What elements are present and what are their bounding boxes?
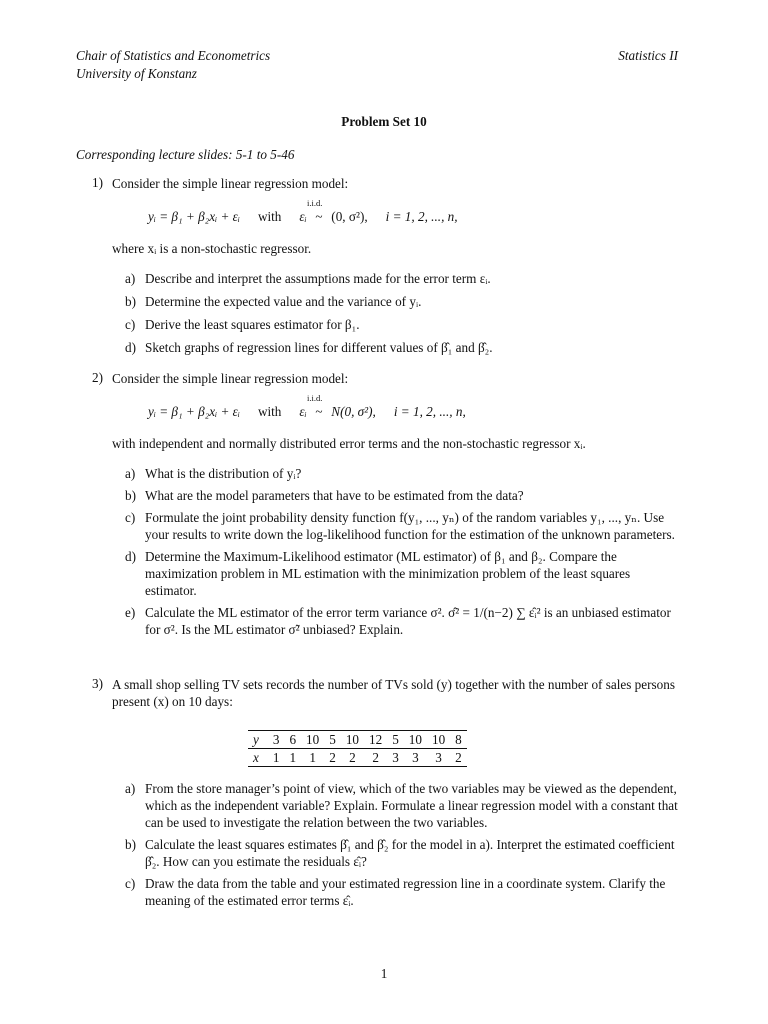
equation-model: yᵢ = β₁ + β₂xᵢ + εᵢ	[148, 404, 240, 419]
problem-number: 2)	[92, 370, 103, 385]
table-cell: 3	[387, 749, 404, 767]
list-item: b) What are the model parameters that have to be estimated from the data?	[125, 488, 524, 503]
table-cell: 10	[427, 731, 450, 749]
table-cell: 1	[284, 749, 301, 767]
list-item: c) Draw the data from the table and your estimated regression line in a coordinate system. Clarify the meaning of the estimated error terms ε̂ᵢ.	[125, 876, 666, 908]
list-item: b) Calculate the least squares estimates β̂₁ and β̂₂ for the model in a). Interpret the estimated coefficient β̂₂. How can you estimate the residuals ε̂ᵢ?	[125, 837, 675, 869]
equation-2	[148, 393, 466, 420]
equation-distribution: (0, σ²),	[331, 209, 368, 224]
header-chair: Chair of Statistics and Econometrics	[76, 48, 271, 63]
problem-1-items	[112, 270, 678, 356]
equation-with: with	[257, 209, 282, 224]
list-item: a) From the store manager’s point of view, which of the two variables may be viewed as the dependent, which as the independent variable? Explain. Formulate a linear regression model with a constant that can be used to investigate the relation between the two variables.	[125, 781, 678, 830]
table-cell: 1	[301, 749, 324, 767]
problem-intro: Consider the simple linear regression model:	[112, 176, 349, 191]
iid-symbol: i.i.d. ~	[307, 393, 323, 419]
problem-2-items	[112, 465, 678, 638]
problem-intro: A small shop selling TV sets records the number of TVs sold (y) together with the number of sales persons present (x) on 10 days:	[112, 677, 675, 709]
data-table	[248, 730, 467, 767]
problem-number: 1)	[92, 175, 103, 190]
iid-label: i.i.d.	[307, 198, 323, 208]
table-cell: 8	[450, 731, 467, 749]
table-cell: 2	[341, 749, 364, 767]
table-cell: 10	[341, 731, 364, 749]
list-item: c) Derive the least squares estimator for β₁.	[125, 317, 360, 332]
problem-1	[76, 175, 678, 192]
table-cell: 1	[268, 749, 285, 767]
problem-intro: Consider the simple linear regression model:	[112, 371, 349, 386]
list-item: d) Sketch graphs of regression lines for different values of β̂₁ and β̂₂.	[125, 340, 493, 355]
problem-3-items	[112, 780, 678, 909]
equation-index: i = 1, 2, ..., n,	[393, 404, 466, 419]
table-row-y	[248, 731, 467, 749]
row-label-x: x	[248, 749, 268, 767]
table-cell: 5	[324, 731, 341, 749]
header-institution	[76, 47, 270, 83]
table-cell: 2	[324, 749, 341, 767]
problem-2-note: with independent and normally distributed error terms and the non-stochastic regressor xᵢ.	[112, 436, 586, 451]
table-cell: 12	[364, 731, 387, 749]
list-item: b) Determine the expected value and the variance of yᵢ.	[125, 294, 422, 309]
page-number: 1	[380, 966, 388, 981]
equation-index: i = 1, 2, ..., n,	[385, 209, 458, 224]
table-cell: 10	[404, 731, 427, 749]
header-course: Statistics II	[618, 48, 678, 63]
lecture-slides-note: Corresponding lecture slides: 5-1 to 5-46	[76, 147, 295, 162]
iid-label: i.i.d.	[307, 393, 323, 403]
table-cell: 3	[404, 749, 427, 767]
table-cell: 6	[284, 731, 301, 749]
list-item: e) Calculate the ML estimator of the error term variance σ². σ̂² = 1/(n−2) ∑ ε̂ᵢ² is an unbiased estimator for σ². Is the ML estimator σ̃² unbiased? Explain.	[125, 605, 671, 637]
list-item: c) Formulate the joint probability density function f(y₁, ..., yₙ) of the random variables y₁, ..., yₙ. Use your results to write down the log-likelihood function for the estimation of the unknown parameters.	[125, 510, 675, 542]
row-label-y: y	[248, 731, 268, 749]
table-cell: 5	[387, 731, 404, 749]
list-item: a) What is the distribution of yᵢ?	[125, 466, 302, 481]
equation-with: with	[257, 404, 282, 419]
header-university: University of Konstanz	[76, 66, 197, 81]
table-cell: 2	[364, 749, 387, 767]
equation-model: yᵢ = β₁ + β₂xᵢ + εᵢ	[148, 209, 240, 224]
equation-1	[148, 198, 458, 225]
problem-number: 3)	[92, 676, 103, 691]
problem-2	[76, 370, 678, 387]
iid-symbol: i.i.d. ~	[307, 198, 323, 224]
equation-error: εᵢ	[299, 404, 307, 419]
problem-1-note: where xᵢ is a non-stochastic regressor.	[112, 241, 312, 256]
table-row-x	[248, 749, 467, 767]
list-item: a) Describe and interpret the assumptions made for the error term εᵢ.	[125, 271, 491, 286]
list-item: d) Determine the Maximum-Likelihood estimator (ML estimator) of β₁ and β₂. Compare the maximization problem in ML estimation with the minimization problem of the least squares estimator.	[125, 549, 631, 598]
table-cell: 10	[301, 731, 324, 749]
table-cell: 3	[427, 749, 450, 767]
problem-3	[76, 676, 678, 710]
equation-error: εᵢ	[299, 209, 307, 224]
table-cell: 3	[268, 731, 285, 749]
page-title: Problem Set 10	[341, 114, 427, 129]
table-cell: 2	[450, 749, 467, 767]
equation-distribution: N(0, σ²),	[331, 404, 376, 419]
